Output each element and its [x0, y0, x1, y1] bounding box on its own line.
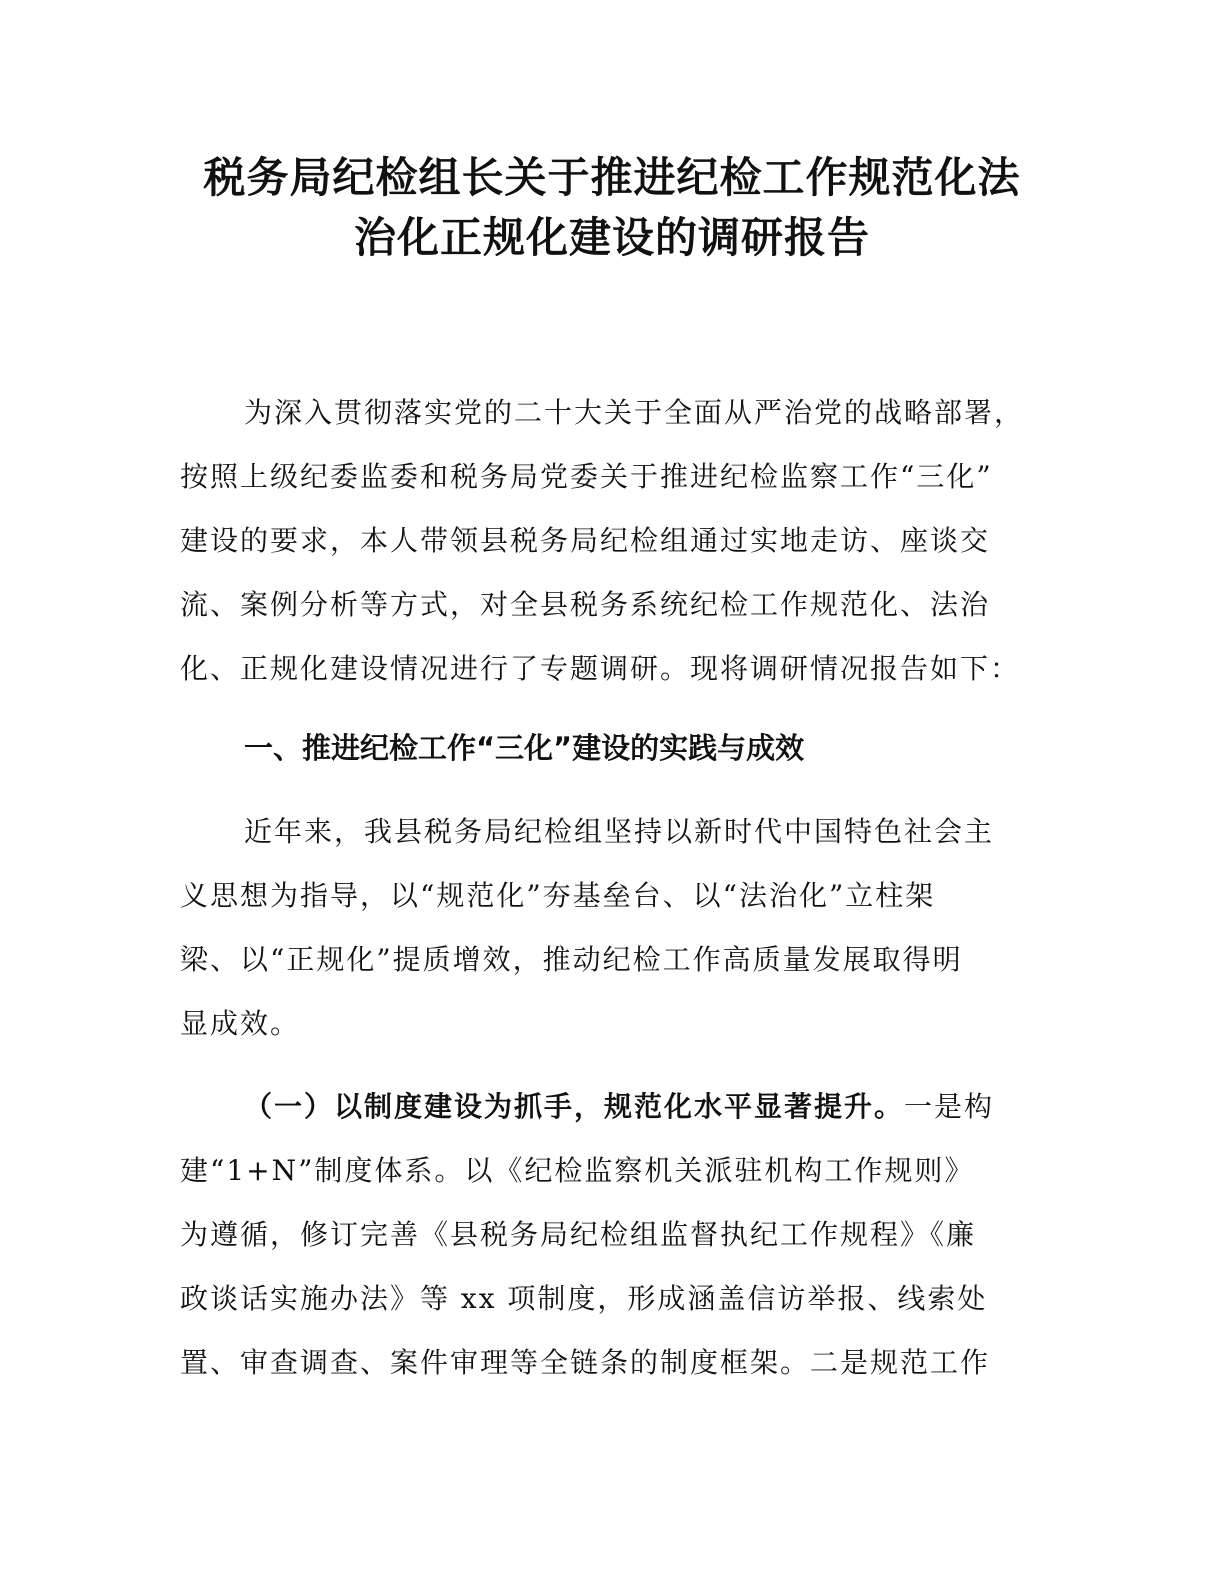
section-1-line-1: 近年来，我县税务局纪检组坚持以新时代中国特色社会主	[244, 815, 995, 848]
subsection-1-line-1	[244, 1075, 1104, 1139]
intro-line-2: 按照上级纪委监委和税务局党委关于推进纪检监察工作“三化”	[180, 460, 993, 493]
document-title-line-2: 治化正规化建设的调研报告	[353, 213, 870, 262]
intro-line-3: 建设的要求，本人带领县税务局纪检组通过实地走访、座谈交	[180, 524, 991, 557]
intro-line-1: 为深入贯彻落实党的二十大关于全面从严治党的战略部署，	[244, 396, 1025, 429]
section-1-line-2: 义思想为指导，以“规范化”夯基垒台、以“法治化”立柱架	[180, 879, 936, 912]
document-title-line-1: 税务局纪检组长关于推进纪检工作规范化法	[203, 153, 1021, 202]
subsection-1-heading: （一）以制度建设为抓手，规范化水平显著提升。	[244, 1090, 905, 1123]
subsection-1-line-2: 建“1+N”制度体系。以《纪检监察机关派驻机构工作规则》	[180, 1154, 975, 1187]
intro-line-4: 流、案例分析等方式，对全县税务系统纪检工作规范化、法治	[180, 588, 991, 621]
section-1-line-3: 梁、以“正规化”提质增效，推动纪检工作高质量发展取得明	[180, 943, 963, 976]
subsection-1-first-rest: 一是构	[904, 1090, 995, 1123]
subsection-1-line-3: 为遵循，修订完善《县税务局纪检组监督执纪工作规程》《廉	[180, 1218, 977, 1251]
subsection-1-line-4: 政谈话实施办法》等 xx 项制度，形成涵盖信访举报、线索处	[180, 1282, 988, 1315]
subsection-1-line-5: 置、审查调查、案件审理等全链条的制度框架。二是规范工作	[180, 1346, 991, 1379]
section-1-line-4: 显成效。	[180, 1007, 301, 1040]
section-1-heading: 一、推进纪检工作“三化”建设的实践与成效	[244, 731, 805, 765]
intro-line-5: 化、正规化建设情况进行了专题调研。现将调研情况报告如下：	[180, 652, 1021, 685]
